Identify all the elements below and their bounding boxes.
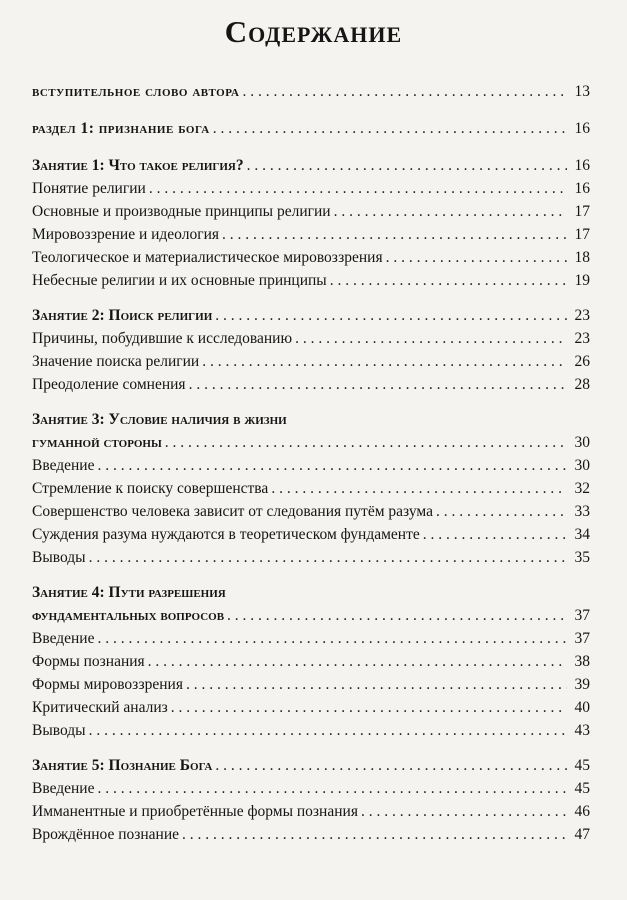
toc-entry-lesson-2[interactable] xyxy=(32,304,590,327)
toc-subentry[interactable] xyxy=(32,246,590,269)
entry-label: Понятие религии xyxy=(32,180,146,197)
dot-leader xyxy=(89,546,567,569)
dot-leader xyxy=(165,431,567,454)
entry-page: 34 xyxy=(574,526,590,543)
toc-subentry[interactable] xyxy=(32,200,590,223)
entry-page: 23 xyxy=(574,307,590,324)
dot-leader xyxy=(171,696,567,719)
toc-entry-lesson-5[interactable] xyxy=(32,754,590,777)
entry-page: 45 xyxy=(574,780,590,797)
entry-label: Занятие 2: Поиск религии xyxy=(32,307,213,324)
toc-entry-lesson-4-title[interactable]: Занятие 4: Пути разрешения xyxy=(32,584,226,601)
dot-leader xyxy=(227,604,567,627)
entry-label: Теологическое и материалистическое мировоззрения xyxy=(32,249,383,266)
dot-leader xyxy=(182,823,567,846)
dot-leader xyxy=(361,800,567,823)
dot-leader xyxy=(148,650,567,673)
entry-page: 16 xyxy=(574,120,590,137)
entry-label: Занятие 1: Что такое религия? xyxy=(32,157,244,174)
entry-page: 40 xyxy=(574,699,590,716)
toc-entry-lesson-3-title[interactable]: Занятие 3: Условие наличия в жизни xyxy=(32,411,287,428)
dot-leader xyxy=(97,454,567,477)
entry-page: 39 xyxy=(574,676,590,693)
toc-subentry[interactable] xyxy=(32,800,590,823)
entry-page: 18 xyxy=(574,249,590,266)
entry-label: Выводы xyxy=(32,722,86,739)
entry-label: вступительное слово автора xyxy=(32,83,240,100)
entry-page: 33 xyxy=(574,503,590,520)
entry-label: Введение xyxy=(32,457,95,474)
dot-leader xyxy=(89,719,567,742)
entry-page: 28 xyxy=(574,376,590,393)
toc-subentry[interactable] xyxy=(32,223,590,246)
dot-leader xyxy=(97,627,567,650)
entry-label: Врождённое познание xyxy=(32,826,180,843)
entry-page: 46 xyxy=(574,803,590,820)
entry-page: 13 xyxy=(574,83,590,100)
toc-subentry[interactable] xyxy=(32,777,590,800)
entry-page: 19 xyxy=(574,272,590,289)
entry-page: 37 xyxy=(574,630,590,647)
entry-label: Критический анализ xyxy=(32,699,168,716)
entry-page: 30 xyxy=(574,457,590,474)
toc-entry-foreword[interactable] xyxy=(32,80,590,103)
dot-leader xyxy=(386,246,567,269)
toc-entry-lesson-3[interactable] xyxy=(32,431,590,454)
entry-page: 16 xyxy=(574,157,590,174)
entry-page: 32 xyxy=(574,480,590,497)
dot-leader xyxy=(295,327,567,350)
toc-subentry[interactable] xyxy=(32,627,590,650)
dot-leader xyxy=(189,373,567,396)
entry-label: Выводы xyxy=(32,549,86,566)
entry-label: Совершенство человека зависит от следования путём разума xyxy=(32,503,433,520)
entry-label: Мировоззрение и идеология xyxy=(32,226,219,243)
toc-subentry[interactable] xyxy=(32,719,590,742)
entry-page: 30 xyxy=(574,434,590,451)
toc-subentry[interactable] xyxy=(32,269,590,292)
entry-label: Формы мировоззрения xyxy=(32,676,183,693)
entry-label: гуманной стороны xyxy=(32,434,162,451)
page-title: Содержание xyxy=(224,14,403,49)
dot-leader xyxy=(186,673,567,696)
toc-entry-lesson-4[interactable] xyxy=(32,604,590,627)
toc-subentry[interactable] xyxy=(32,350,590,373)
dot-leader xyxy=(213,117,567,140)
entry-label: Имманентные и приобретённые формы познания xyxy=(32,803,358,820)
dot-leader xyxy=(436,500,567,523)
entry-page: 47 xyxy=(574,826,590,843)
dot-leader xyxy=(242,80,567,103)
entry-page: 35 xyxy=(574,549,590,566)
entry-label: Преодоление сомнения xyxy=(32,376,186,393)
toc-entry-section-1[interactable] xyxy=(32,117,590,140)
toc-subentry[interactable] xyxy=(32,650,590,673)
entry-page: 23 xyxy=(574,330,590,347)
toc-entry-lesson-1[interactable] xyxy=(32,154,590,177)
entry-label: Стремление к поиску совершенства xyxy=(32,480,269,497)
entry-page: 17 xyxy=(574,203,590,220)
entry-label: Значение поиска религии xyxy=(32,353,200,370)
dot-leader xyxy=(222,223,567,246)
dot-leader xyxy=(149,177,567,200)
toc-subentry[interactable] xyxy=(32,523,590,546)
table-of-contents xyxy=(32,80,590,846)
entry-page: 16 xyxy=(574,180,590,197)
toc-subentry[interactable] xyxy=(32,823,590,846)
entry-label: Введение xyxy=(32,780,95,797)
toc-subentry[interactable] xyxy=(32,673,590,696)
dot-leader xyxy=(97,777,567,800)
entry-page: 38 xyxy=(574,653,590,670)
entry-label: Основные и производные принципы религии xyxy=(32,203,331,220)
entry-label: Суждения разума нуждаются в теоретическом фундаменте xyxy=(32,526,420,543)
entry-label: Введение xyxy=(32,630,95,647)
entry-page: 45 xyxy=(574,757,590,774)
toc-subentry[interactable] xyxy=(32,177,590,200)
entry-label: фундаментальных вопросов xyxy=(32,607,225,624)
entry-page: 43 xyxy=(574,722,590,739)
dot-leader xyxy=(202,350,567,373)
dot-leader xyxy=(247,154,567,177)
dot-leader xyxy=(215,754,567,777)
entry-label: Причины, побудившие к исследованию xyxy=(32,330,293,347)
toc-subentry[interactable] xyxy=(32,546,590,569)
dot-leader xyxy=(330,269,567,292)
toc-subentry[interactable] xyxy=(32,500,590,523)
dot-leader xyxy=(271,477,567,500)
toc-subentry[interactable] xyxy=(32,327,590,350)
toc-subentry[interactable] xyxy=(32,696,590,719)
dot-leader xyxy=(215,304,567,327)
entry-page: 17 xyxy=(574,226,590,243)
toc-subentry[interactable] xyxy=(32,454,590,477)
entry-page: 37 xyxy=(574,607,590,624)
dot-leader xyxy=(334,200,567,223)
entry-label: Формы познания xyxy=(32,653,145,670)
entry-page: 26 xyxy=(574,353,590,370)
toc-subentry[interactable] xyxy=(32,373,590,396)
entry-label: раздел 1: признание бога xyxy=(32,120,210,137)
entry-label: Занятие 5: Познание Бога xyxy=(32,757,213,774)
toc-subentry[interactable] xyxy=(32,477,590,500)
dot-leader xyxy=(423,523,567,546)
entry-label: Небесные религии и их основные принципы xyxy=(32,272,327,289)
